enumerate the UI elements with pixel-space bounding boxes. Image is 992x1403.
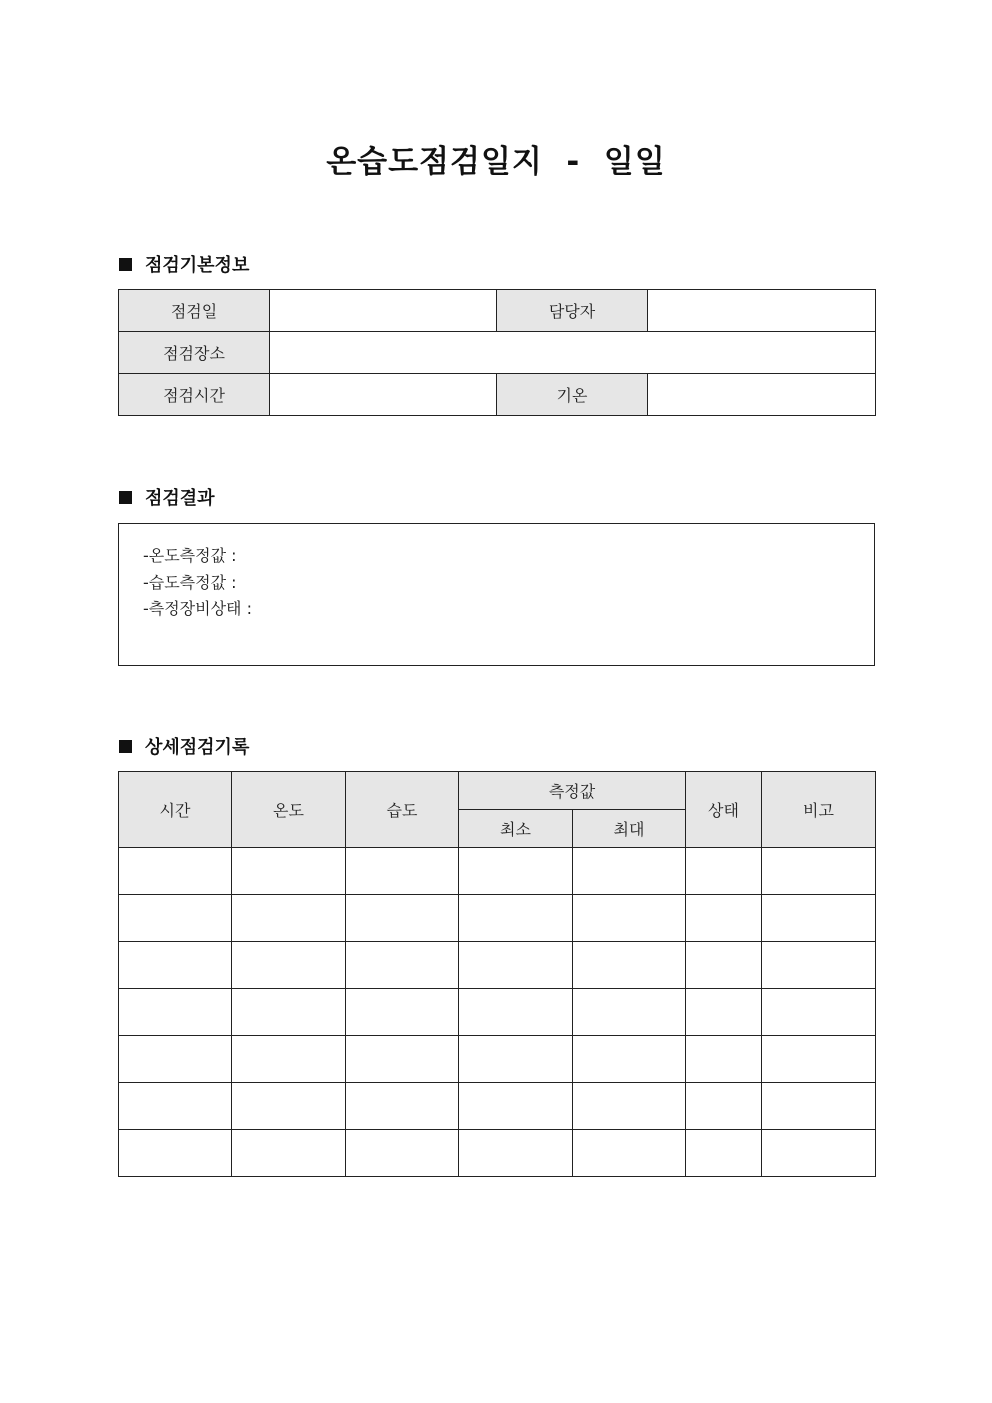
label-inspection-date: 점검일 [119,290,270,332]
note-cell[interactable] [762,942,876,989]
result-lines [143,543,252,623]
temperature-cell[interactable] [232,895,346,942]
column-header-note: 비고 [762,772,876,848]
temperature-cell[interactable] [232,1130,346,1177]
label-temperature: 기온 [497,374,648,416]
label-inspection-time: 점검시간 [119,374,270,416]
min-cell[interactable] [459,1036,573,1083]
section-heading-label: 점검결과 [145,488,215,509]
humidity-cell[interactable] [346,989,459,1036]
section-heading-result [119,485,215,509]
time-cell[interactable] [119,989,232,1036]
humidity-cell[interactable] [346,942,459,989]
table-row [119,989,876,1036]
max-cell[interactable] [573,942,686,989]
max-cell[interactable] [573,1036,686,1083]
temperature-cell[interactable] [232,1036,346,1083]
table-row [119,942,876,989]
column-header-max: 최대 [573,810,686,848]
result-line-humidity: -습도측정값 : [143,572,237,592]
time-cell[interactable] [119,895,232,942]
section-heading-label: 점검기본정보 [145,255,250,276]
note-cell[interactable] [762,1083,876,1130]
min-cell[interactable] [459,942,573,989]
max-cell[interactable] [573,848,686,895]
label-manager: 담당자 [497,290,648,332]
result-line-equipment-status: -측정장비상태 : [143,599,252,618]
square-bullet-icon [119,491,132,504]
humidity-cell[interactable] [346,848,459,895]
inspection-result-box[interactable] [118,523,875,666]
table-header-row [119,772,876,810]
note-cell[interactable] [762,989,876,1036]
page-title: 온습도점검일지 - 일일 [326,144,666,180]
note-cell[interactable] [762,848,876,895]
column-header-measured: 측정값 [459,772,686,810]
status-cell[interactable] [686,942,762,989]
square-bullet-icon [119,258,132,271]
humidity-cell[interactable] [346,895,459,942]
temperature-cell[interactable] [232,989,346,1036]
table-row [119,848,876,895]
max-cell[interactable] [573,895,686,942]
time-cell[interactable] [119,1130,232,1177]
table-row [119,374,876,416]
humidity-cell[interactable] [346,1036,459,1083]
section-heading-basic-info [119,252,249,276]
section-heading-detail [119,734,249,758]
status-cell[interactable] [686,1083,762,1130]
max-cell[interactable] [573,1083,686,1130]
temperature-cell[interactable] [232,942,346,989]
table-row [119,1036,876,1083]
status-cell[interactable] [686,989,762,1036]
humidity-cell[interactable] [346,1130,459,1177]
temperature-cell[interactable] [232,848,346,895]
status-cell[interactable] [686,895,762,942]
label-inspection-location: 점검장소 [119,332,270,374]
inspection-time-field[interactable] [270,374,497,416]
inspection-date-field[interactable] [270,290,497,332]
status-cell[interactable] [686,848,762,895]
column-header-time: 시간 [119,772,232,848]
table-row [119,332,876,374]
time-cell[interactable] [119,942,232,989]
min-cell[interactable] [459,989,573,1036]
manager-field[interactable] [648,290,876,332]
temperature-field[interactable] [648,374,876,416]
square-bullet-icon [119,740,132,753]
inspection-location-field[interactable] [270,332,876,374]
time-cell[interactable] [119,1036,232,1083]
max-cell[interactable] [573,989,686,1036]
table-row [119,1130,876,1177]
time-cell[interactable] [119,1083,232,1130]
section-heading-label: 상세점검기록 [145,737,250,758]
note-cell[interactable] [762,1130,876,1177]
column-header-status: 상태 [686,772,762,848]
note-cell[interactable] [762,1036,876,1083]
status-cell[interactable] [686,1130,762,1177]
column-header-temperature: 온도 [232,772,346,848]
table-row [119,290,876,332]
status-cell[interactable] [686,1036,762,1083]
table-row [119,895,876,942]
max-cell[interactable] [573,1130,686,1177]
detail-table-body [119,848,876,1177]
humidity-cell[interactable] [346,1083,459,1130]
min-cell[interactable] [459,1130,573,1177]
table-row [119,1083,876,1130]
result-line-temperature: -온도측정값 : [143,546,237,565]
time-cell[interactable] [119,848,232,895]
min-cell[interactable] [459,895,573,942]
column-header-humidity: 습도 [346,772,459,848]
basic-info-table [118,289,876,416]
column-header-min: 최소 [459,810,573,848]
min-cell[interactable] [459,1083,573,1130]
note-cell[interactable] [762,895,876,942]
min-cell[interactable] [459,848,573,895]
temperature-cell[interactable] [232,1083,346,1130]
detail-record-table [118,771,876,1177]
